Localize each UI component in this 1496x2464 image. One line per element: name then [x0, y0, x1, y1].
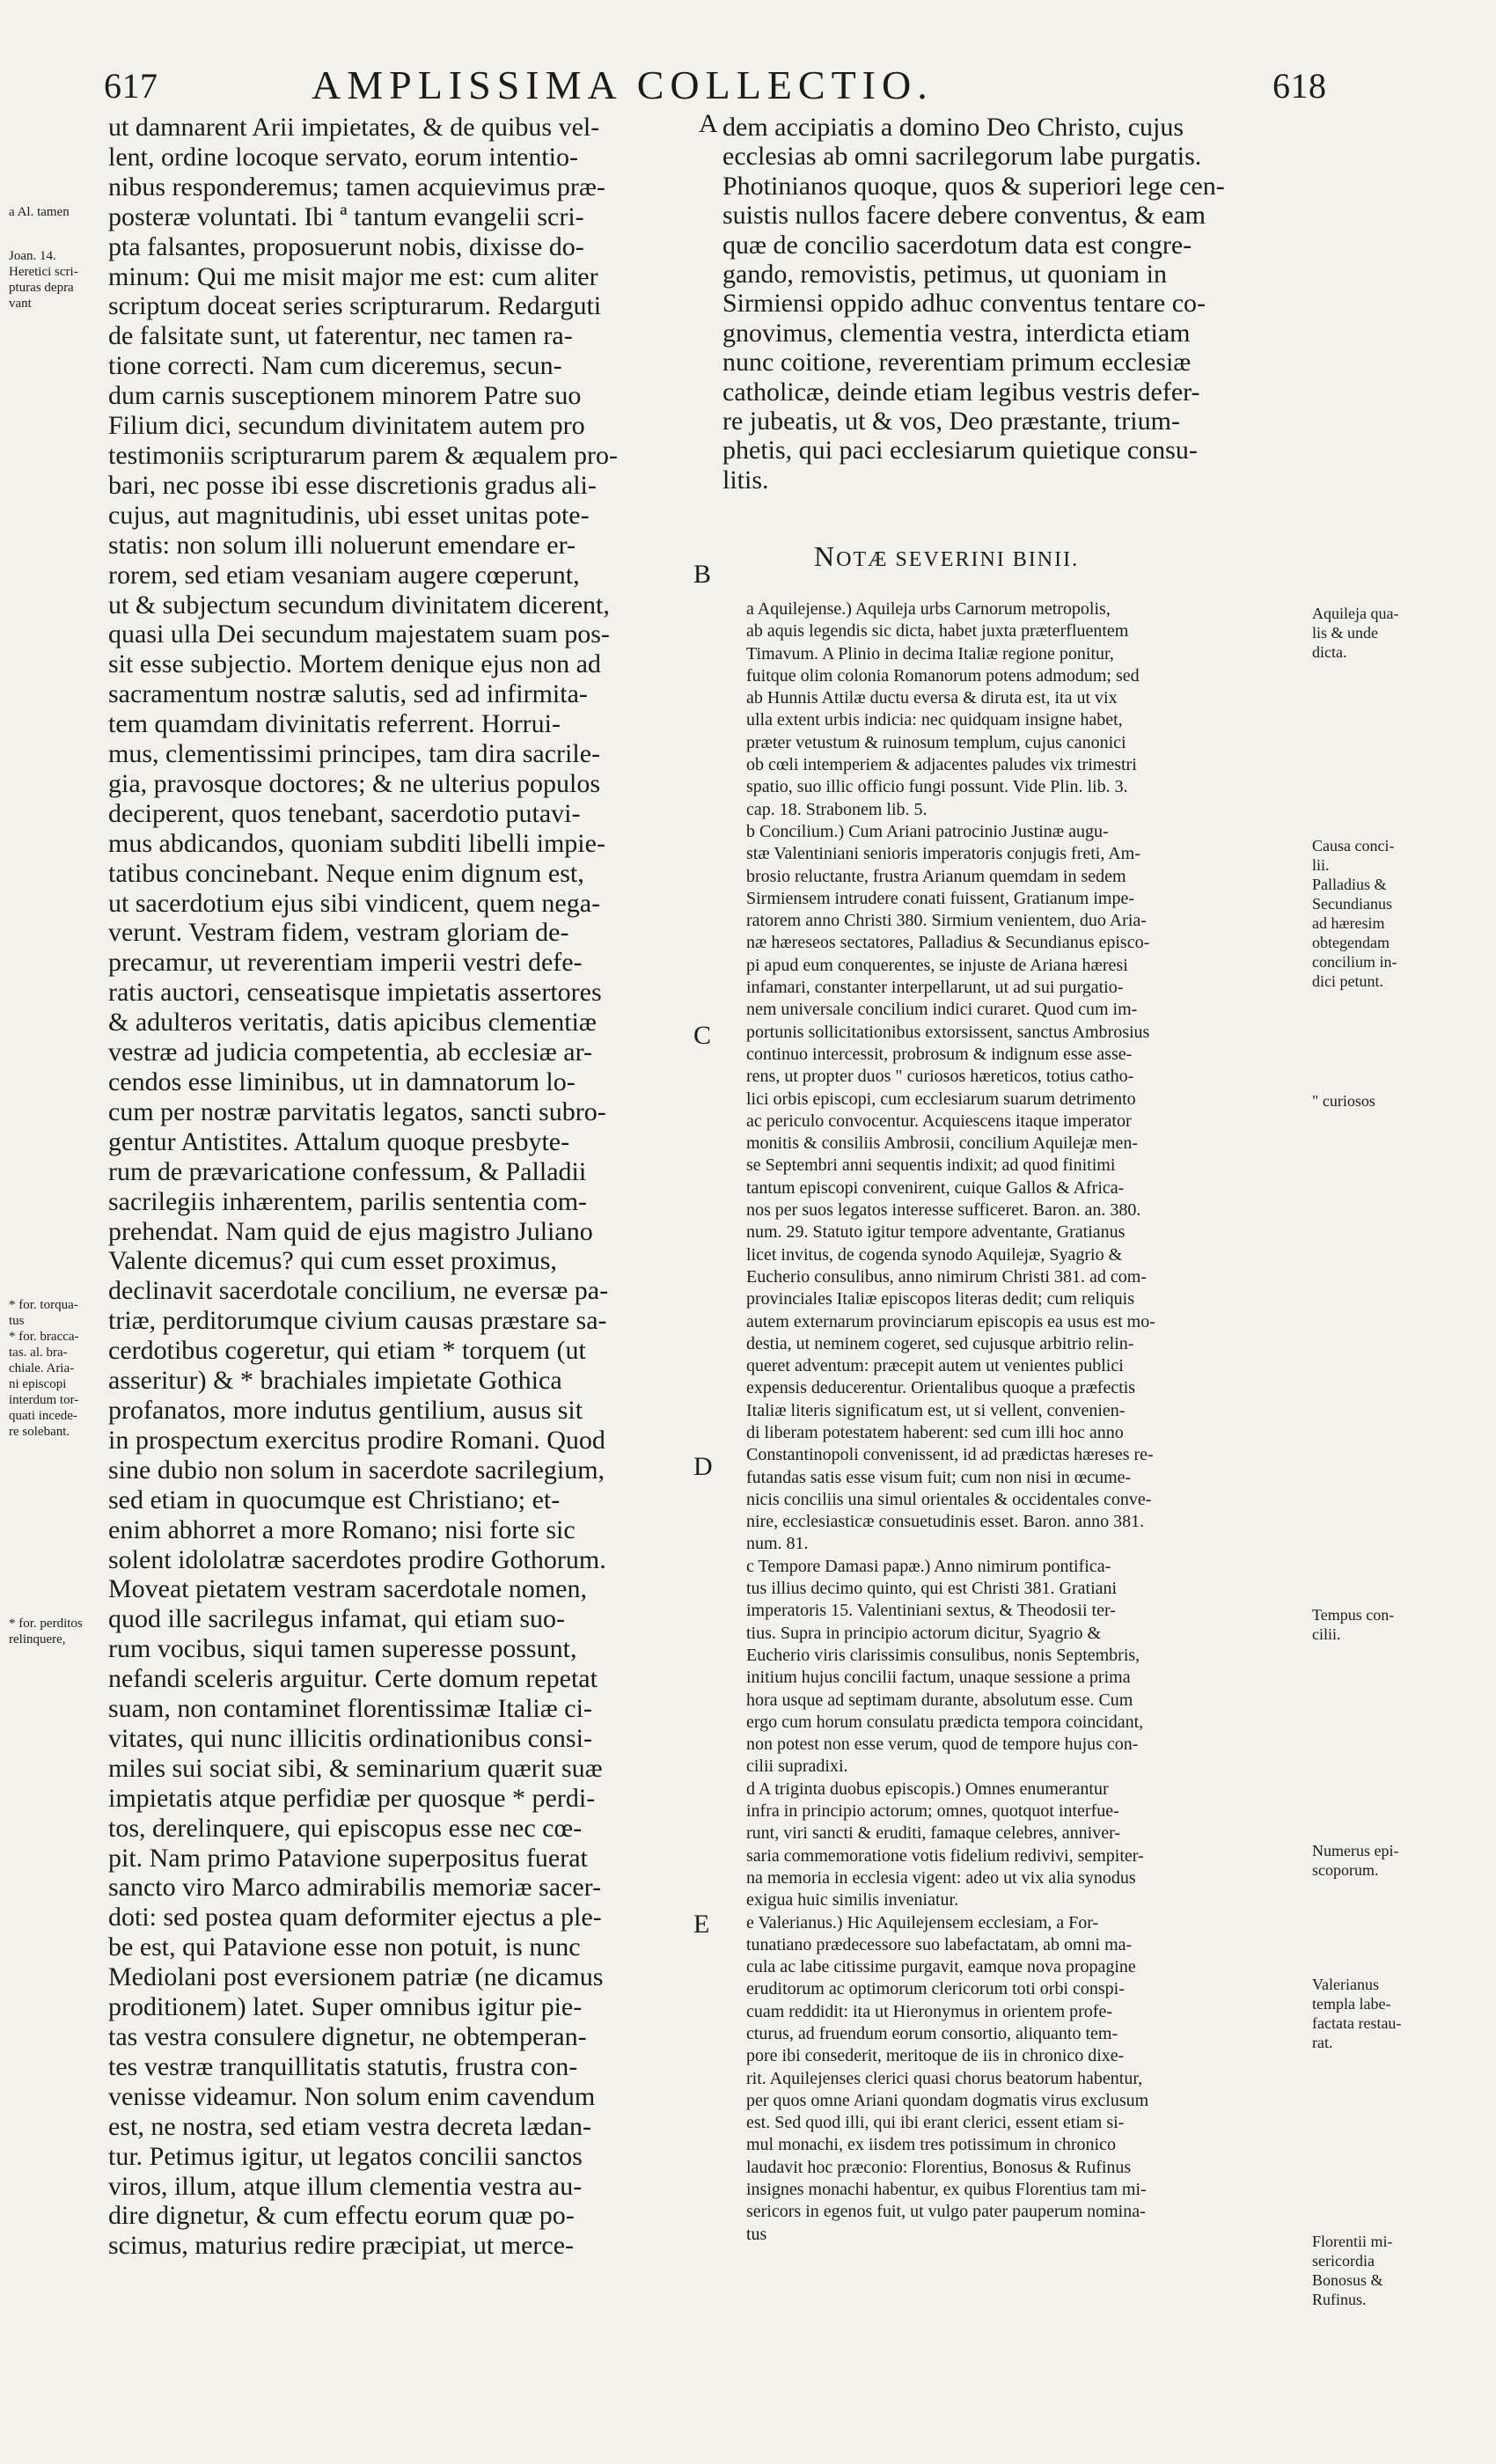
note-line: spatio, suo illic officio fungi possunt. Vide Plin. lib. 3.	[746, 777, 1128, 797]
note-line: initium hujus concilii factum, unaque sessione a prima	[746, 1668, 1131, 1688]
text-line: quæ de concilio sacerdotum data est congre-	[722, 230, 1192, 260]
text-line: Valente dicemus? qui cum esset proximus,	[108, 1246, 557, 1276]
margin-note-line: " curiosos	[1312, 1092, 1375, 1110]
note-line: tantum episcopi convenirent, cuique Gallos & Africa-	[746, 1177, 1125, 1198]
text-line: dire dignetur, & cum effectu eorum quæ po-	[108, 2201, 575, 2231]
note-line: fuitque olim colonia Romanorum potens admodum; sed	[746, 665, 1140, 686]
margin-note-line: templa labe-	[1312, 1995, 1391, 2013]
margin-note-line: pturas depra	[9, 281, 74, 295]
note-line: tius. Supra in principio actorum dicitur, Syagrio &	[746, 1623, 1102, 1643]
text-line: minum: Qui me misit major me est: cum aliter	[108, 261, 598, 291]
note-line: sericors in egenos fuit, ut vulgo pater pauperum nomina-	[746, 2202, 1146, 2222]
text-line: be est, qui Patavione esse non potuit, is nunc	[108, 1932, 581, 1962]
text-line: solent idololatræ sacerdotes prodire Gothorum.	[108, 1544, 606, 1574]
note-line: ac periculo convocentur. Acquiescens itaque imperator	[746, 1111, 1132, 1131]
text-line: proditionem) latet. Super omnibus igitur pie-	[108, 1992, 583, 2022]
note-line: licet invitus, de cogenda synodo Aquilejæ, Syagrio &	[746, 1244, 1123, 1265]
text-line: rorem, sed etiam vesaniam augere cœperunt,	[108, 560, 580, 590]
note-line: na memoria in ecclesia vigent: adeo ut vix alia synodus	[746, 1867, 1136, 1888]
text-line: scriptum doceat series scripturarum. Redarguti	[108, 291, 602, 321]
text-line: de falsitate sunt, ut faterentur, nec tamen ra-	[108, 321, 573, 351]
margin-note-right-3	[1312, 1091, 1375, 1111]
text-line: Moveat pietatem vestram sacerdotale nomen,	[108, 1574, 587, 1604]
text-line: tas vestra consulere dignetur, ne obtemperan-	[108, 2022, 587, 2051]
margin-note-line: Palladius &	[1312, 876, 1387, 893]
text-line: gando, removistis, petimus, ut quoniam in	[722, 260, 1167, 290]
margin-note-line: Tempus con-	[1312, 1606, 1395, 1624]
note-line: non potest non esse verum, quod de tempore hujus con-	[746, 1734, 1139, 1755]
margin-note-line: obtegendam	[1312, 934, 1390, 951]
margin-note-line: dici petunt.	[1312, 972, 1383, 990]
notes-heading-initial: N	[814, 540, 837, 572]
note-line: stæ Valentiniani senioris imperatoris conjugis freti, Am-	[746, 844, 1140, 864]
text-line: sed etiam in quocumque est Christiano; et-	[108, 1485, 561, 1514]
text-line: asseritur) & * brachiales impietate Gothica	[108, 1366, 562, 1396]
margin-note-line: Causa conci-	[1312, 837, 1395, 854]
text-line: vestræ ad judicia competentia, ab ecclesiæ ar-	[108, 1038, 593, 1067]
margin-note-line: Numerus epi-	[1312, 1842, 1399, 1859]
text-line: sacrilegiis inhærentem, parilis sententia com-	[108, 1186, 588, 1216]
text-line: phetis, qui paci ecclesiarum quietique consu-	[722, 436, 1198, 466]
margin-note-left-3	[9, 1297, 79, 1440]
margin-note-line: scoporum.	[1312, 1861, 1379, 1879]
margin-note-right-2	[1312, 836, 1397, 991]
text-line: pit. Nam primo Patavione superpositus fuerat	[108, 1843, 588, 1873]
text-line: suam, non contaminet florentissimæ Italiæ ci-	[108, 1694, 592, 1724]
text-line: quasi ulla Dei secundum majestatem suam pos-	[108, 620, 610, 649]
text-line: Filium dici, secundum divinitatem autem pro	[108, 411, 585, 441]
note-line: cuam reddidit: ita ut Hieronymus in orientem profe-	[746, 2001, 1112, 2021]
margin-note-line: ad hæresim	[1312, 914, 1385, 932]
text-line: lent, ordine locoque servato, eorum intentio-	[108, 142, 579, 172]
text-line: est, ne nostra, sed etiam vestra decreta lædan-	[108, 2111, 591, 2141]
note-line: tunatiano prædecessore suo labefactatam, ab omni ma-	[746, 1934, 1133, 1954]
text-line: tatibus concinebant. Neque enim dignum est,	[108, 858, 584, 888]
note-line: ratorem anno Christi 380. Sirmium venientem, duo Aria-	[746, 911, 1147, 931]
text-line: Photinianos quoque, quos & superiori lege cen-	[722, 171, 1225, 201]
note-line: rens, ut propter duos " curiosos hæreticos, totius catho-	[746, 1067, 1134, 1087]
note-line: ulla extent urbis indicia: nec quidquam insigne habet,	[746, 710, 1123, 730]
text-line: enim abhorret a more Romano; nisi forte sic	[108, 1514, 576, 1544]
note-line: cilii supradixi.	[746, 1756, 848, 1777]
note-line: autem externarum provinciarum episcopis ea usus est mo-	[746, 1311, 1155, 1331]
note-line: laudavit hoc præconio: Florentius, Bonosus & Rufinus	[746, 2157, 1132, 2177]
note-line: futandas satis esse visum fuit; cum non nisi in œcume-	[746, 1467, 1132, 1487]
note-line: ab aquis legendis sic dicta, habet juxta præterfluentem	[746, 621, 1129, 642]
margin-note-line: tas. al. bra-	[9, 1346, 68, 1360]
note-line: num. 81.	[746, 1534, 809, 1554]
note-line: nos per suos legatos interesse sufficeret. Baron. an. 380.	[746, 1200, 1141, 1221]
text-line: gia, pravosque doctores; & ne ulterius populos	[108, 768, 601, 798]
text-line: verunt. Vestram fidem, vestram gloriam de-	[108, 918, 569, 948]
note-line: e Valerianus.) Hic Aquilejensem ecclesiam, a For-	[746, 1912, 1099, 1932]
margin-note-line: interdum tor-	[9, 1393, 79, 1407]
text-line: declinavit sacerdotale concilium, ne eversæ pa-	[108, 1276, 609, 1306]
left-text-column	[108, 113, 689, 2261]
text-line: ut & subjectum secundum divinitatem dicerent,	[108, 590, 610, 620]
margin-note-line: Secundianus	[1312, 895, 1392, 913]
text-line: ratis auctori, censeatisque impietatis assertores	[108, 978, 602, 1008]
section-letter-a: A	[699, 109, 718, 138]
note-line: Eucherio viris clarissimis consulibus, nonis Septembris,	[746, 1645, 1140, 1665]
note-line: c Tempore Damasi papæ.) Anno nimirum pontifica-	[746, 1556, 1111, 1576]
note-line: est. Sed quod illi, qui ibi erant clerici, essent etiam si-	[746, 2113, 1125, 2133]
page-number-left: 617	[104, 66, 158, 106]
text-line: scimus, maturius redire præcipiat, ut merce-	[108, 2231, 574, 2261]
text-line: triæ, perditorumque civium causas præstare sa-	[108, 1306, 607, 1336]
running-title: AMPLISSIMA COLLECTIO.	[312, 62, 934, 107]
text-line: tione correcti. Nam cum diceremus, secun-	[108, 351, 562, 381]
text-line: miles sui sociat sibi, & seminarium quærit suæ	[108, 1753, 603, 1783]
text-line: mus, clementissimi principes, tam dira sacrile-	[108, 739, 601, 769]
text-line: nefandi sceleris arguitur. Certe domum repetat	[108, 1664, 598, 1694]
note-line: nicis conciliis una simul orientales & occidentales conve-	[746, 1489, 1152, 1509]
margin-note-line: sericordia	[1312, 2252, 1375, 2270]
note-line: infamari, constanter interpellarunt, ut ad sui purgatio-	[746, 978, 1124, 998]
note-line: Italiæ literis significatum est, ut si vellent, convenien-	[746, 1400, 1126, 1420]
margin-note-line: a Al. tamen	[9, 205, 70, 219]
text-line: nunc coitione, reverentiam primum ecclesiæ	[722, 348, 1192, 378]
margin-note-left-2	[9, 248, 78, 312]
margin-note-right-6	[1312, 1975, 1401, 2052]
text-line: catholicæ, deinde etiam legibus vestris defer-	[722, 377, 1200, 407]
text-line: sit esse subjectio. Mortem denique ejus non ad	[108, 649, 601, 679]
note-line: imperatoris 15. Valentiniani sextus, & Theodosii ter-	[746, 1601, 1116, 1621]
margin-note-line: tus	[9, 1314, 25, 1328]
margin-note-line: re solebant.	[9, 1425, 70, 1439]
note-line: continuo intercessit, probrosum & indignum esse asse-	[746, 1044, 1133, 1064]
note-line: præter vetustum & ruinosum templum, cujus canonici	[746, 732, 1126, 752]
note-line: lici orbis episcopi, cum ecclesiarum suarum detrimento	[746, 1089, 1136, 1109]
note-line: Constantinopoli convenissent, id ad prædictas hæreses re-	[746, 1445, 1154, 1465]
notes-heading	[814, 540, 1079, 573]
margin-note-line: Bonosus &	[1312, 2271, 1383, 2289]
margin-note-right-7	[1312, 2232, 1393, 2309]
text-line: sacramentum nostræ salutis, sed ad infirmita-	[108, 679, 588, 709]
note-line: pi apud eum conquerentes, se injuste de Ariana hæresi	[746, 955, 1128, 975]
text-line: vitates, qui nunc illicitis ordinationibus consi-	[108, 1723, 592, 1753]
section-letter-d: D	[693, 1452, 713, 1481]
text-line: quod ille sacrilegus infamat, qui etiam suo-	[108, 1604, 566, 1634]
text-line: Mediolani post eversionem patriæ (ne dicamus	[108, 1962, 604, 1992]
note-line: hora usque ad septimam durante, absolutum esse. Cum	[746, 1690, 1133, 1710]
text-line: impietatis atque perfidiæ per quosque * perdi-	[108, 1783, 596, 1813]
text-line: nibus responderemus; tamen acquievimus præ-	[108, 172, 605, 202]
note-line: pore ibi consederit, meritoque de iis in chronico dixe-	[746, 2046, 1125, 2066]
margin-note-left-4	[9, 1616, 83, 1647]
section-letter-e: E	[693, 1910, 710, 1939]
text-line: cum per nostræ parvitatis legatos, sancti subro-	[108, 1096, 606, 1126]
note-line: d A triginta duobus episcopis.) Omnes enumerantur	[746, 1778, 1109, 1799]
text-line: re jubeatis, ut & vos, Deo præstante, trium-	[722, 407, 1180, 436]
note-line: Timavum. A Plinio in decima Italiæ regione ponitur,	[746, 643, 1114, 664]
note-line: provinciales Italiæ episcopos literas dedit; cum reliquis	[746, 1289, 1135, 1309]
margin-note-line: Heretici scri-	[9, 265, 78, 279]
note-line: destia, ut neminem cogeret, sed cujusque arbitrio relin-	[746, 1333, 1134, 1353]
text-line: gnovimus, clementia vestra, interdicta etiam	[722, 318, 1191, 348]
text-line: litis.	[722, 465, 769, 495]
note-line: a Aquilejense.) Aquileja urbs Carnorum metropolis,	[746, 599, 1111, 619]
margin-note-line: * for. bracca-	[9, 1330, 79, 1344]
note-line: exigua huic similis inveniatur.	[746, 1890, 959, 1910]
note-line: infra in principio actorum; omnes, quotquot interfue-	[746, 1801, 1119, 1822]
note-line: cula ac labe citissime purgavit, eamque nova propagine	[746, 1957, 1136, 1977]
text-line: tos, derelinquere, qui episcopus esse nec cœ-	[108, 1813, 583, 1843]
note-line: næ hæreseos sectatores, Palladius & Secundianus episco-	[746, 933, 1150, 953]
margin-note-line: quati incede-	[9, 1409, 77, 1423]
note-line: nire, ecclesiasticæ consuetudinis esset. Baron. anno 381.	[746, 1512, 1145, 1532]
text-line: sancto viro Marco admirabilis memoriæ sacer-	[108, 1873, 602, 1903]
note-line: Sirmiensem intrudere conati fuissent, Gratianum impe-	[746, 888, 1134, 908]
text-line: rum de prævaricatione confessum, & Palladii	[108, 1156, 587, 1186]
text-line: tes vestræ tranquillitatis statutis, frustra con-	[108, 2051, 578, 2081]
note-line: nem universale concilium indici curaret. Quod cum im-	[746, 1000, 1138, 1020]
margin-note-line: ni episcopi	[9, 1377, 67, 1391]
text-line: cujus, aut magnitudinis, ubi esset unitas pote-	[108, 500, 590, 530]
text-line: sine dubio non solum in sacerdote sacrilegium,	[108, 1455, 605, 1485]
page-number-right: 618	[1272, 66, 1327, 106]
note-line: b Concilium.) Cum Ariani patrocinio Justinæ augu-	[746, 821, 1109, 841]
text-line: tur. Petimus igitur, ut legatos concilii sanctos	[108, 2141, 583, 2171]
note-line: cap. 18. Strabonem lib. 5.	[746, 799, 928, 819]
text-line: dum carnis susceptionem minorem Patre suo	[108, 381, 582, 411]
text-line: Sirmiensi oppido adhuc conventus tentare co-	[722, 289, 1206, 319]
margin-note-line: Aquileja qua-	[1312, 605, 1399, 622]
text-line: suistis nullos facere debere conventus, & eam	[722, 201, 1206, 231]
margin-note-line: * for. torqua-	[9, 1298, 78, 1312]
text-line: profanatos, more indutus gentilium, ausus sit	[108, 1395, 583, 1425]
margin-note-line: concilium in-	[1312, 953, 1397, 971]
text-line: deciperent, quos tenebant, sacerdotio putavi-	[108, 798, 581, 828]
margin-note-right-1	[1312, 604, 1398, 662]
text-line: bari, nec posse ibi esse discretionis gradus ali-	[108, 470, 597, 500]
section-letter-b: B	[693, 560, 712, 589]
note-line: ob cœli intemperiem & adjacentes paludes vix trimestri	[746, 755, 1137, 775]
text-line: posteræ voluntati. Ibi ª tantum evangelii scri-	[108, 202, 584, 231]
margin-note-line: dicta.	[1312, 643, 1347, 661]
margin-note-line: lii.	[1312, 856, 1330, 874]
margin-note-line: Florentii mi-	[1312, 2233, 1393, 2250]
margin-note-line: factata restau-	[1312, 2014, 1402, 2032]
text-line: gentur Antistites. Attalum quoque presbyte-	[108, 1126, 570, 1156]
text-line: in prospectum exercitus prodire Romani. Quod	[108, 1425, 605, 1455]
text-line: & adulteros veritatis, datis apicibus clementiæ	[108, 1008, 597, 1038]
text-line: prehendat. Nam quid de ejus magistro Juliano	[108, 1216, 593, 1246]
note-line: rit. Aquilejenses clerici quasi chorus beatorum habentur,	[746, 2068, 1143, 2088]
margin-note-line: * for. perditos	[9, 1617, 83, 1631]
note-line: brosio reluctante, frustra Arianum quemdam in sedem	[746, 866, 1126, 886]
note-line: se Septembri anni sequentis indixit; ad quod finitimi	[746, 1155, 1116, 1176]
note-line: tus	[746, 2224, 767, 2244]
margin-note-right-4	[1312, 1605, 1394, 1644]
notes-heading-rest: OTÆ SEVERINI BINII.	[836, 548, 1080, 571]
margin-note-left-1	[9, 204, 70, 220]
note-line: di liberam potestatem haberent: sed cum illi hoc anno	[746, 1422, 1124, 1442]
margin-note-line: relinquere,	[9, 1632, 66, 1646]
note-line: insignes monachi habentur, ex quibus Florentius tam mi-	[746, 2180, 1147, 2200]
note-line: per quos omne Ariani quondam dogmatis virus exclusum	[746, 2090, 1149, 2110]
margin-note-right-5	[1312, 1841, 1398, 1880]
note-line: Eucherio consulibus, anno nimirum Christi 381. ad com-	[746, 1266, 1147, 1287]
note-line: mul monachi, ex iisdem tres potissimum in chronico	[746, 2135, 1116, 2155]
text-line: precamur, ut reverentiam imperii vestri defe-	[108, 948, 583, 978]
margin-note-line: lis & unde	[1312, 624, 1378, 642]
text-line: ecclesias ab omni sacrilegorum labe purgatis.	[722, 142, 1202, 172]
margin-note-line: Valerianus	[1312, 1976, 1379, 1993]
text-line: cerdotibus cogeretur, qui etiam * torquem (ut	[108, 1336, 586, 1366]
text-line: doti: sed postea quam deformiter ejectus a ple-	[108, 1903, 602, 1932]
note-line: saria commemoratione votis fidelium redivivi, sempiter-	[746, 1845, 1144, 1866]
margin-note-line: Joan. 14.	[9, 249, 56, 263]
note-line: queret adventum: præcepit autem ut venientes publici	[746, 1356, 1124, 1376]
text-line: testimoniis scripturarum parem & æqualem pro-	[108, 440, 619, 470]
notes-column	[746, 598, 1294, 2246]
section-letter-c: C	[693, 1021, 712, 1050]
note-line: monitis & consiliis Ambrosii, concilium Aquilejæ men-	[746, 1133, 1138, 1154]
text-line: statis: non solum illi noluerunt emendare er-	[108, 530, 576, 560]
text-line: tem quamdam divinitatis referrent. Horrui-	[108, 709, 561, 739]
margin-note-line: chiale. Aria-	[9, 1361, 75, 1375]
note-line: ab Hunnis Attilæ ductu eversa & diruta est, ita ut vix	[746, 688, 1118, 708]
text-line: cendos esse liminibus, ut in damnatorum lo-	[108, 1067, 576, 1096]
text-line: rum vocibus, siqui tamen superesse possunt,	[108, 1634, 577, 1664]
note-line: expensis deducerentur. Orientalibus quoque a præfectis	[746, 1378, 1136, 1398]
right-text-column	[722, 113, 1299, 495]
text-line: dem accipiatis a domino Deo Christo, cujus	[722, 113, 1184, 142]
note-line: portunis sollicitationibus extorsissent, sanctus Ambrosius	[746, 1022, 1150, 1042]
margin-note-line: cilii.	[1312, 1625, 1341, 1643]
note-line: tus illius decimo quinto, qui est Christi 381. Gratiani	[746, 1579, 1118, 1599]
margin-note-line: rat.	[1312, 2034, 1333, 2051]
note-line: num. 29. Statuto igitur tempore adventante, Gratianus	[746, 1222, 1126, 1243]
text-line: viros, illum, atque illum clementia vestra au-	[108, 2171, 583, 2201]
note-line: cturus, ad fruendum eorum consortio, aliquanto tem-	[746, 2024, 1118, 2043]
note-line: eruditorum ac optimorum clericorum toti orbi conspi-	[746, 1979, 1125, 1999]
text-line: pta falsantes, proposuerunt nobis, dixisse do-	[108, 231, 584, 261]
note-line: ergo cum horum consulatu prædicta tempora coincidant,	[746, 1712, 1144, 1732]
margin-note-line: vant	[9, 297, 32, 311]
text-line: mus abdicandos, quoniam subditi libelli impie-	[108, 828, 605, 858]
text-line: ut sacerdotium ejus sibi vindicent, quem nega-	[108, 888, 601, 918]
text-line: ut damnarent Arii impietates, & de quibus vel-	[108, 113, 600, 142]
margin-note-line: Rufinus.	[1312, 2291, 1367, 2308]
text-line: venisse videamur. Non solum enim cavendum	[108, 2081, 596, 2111]
note-line: runt, viri sancti & eruditi, famaque celebres, anniver-	[746, 1823, 1120, 1844]
